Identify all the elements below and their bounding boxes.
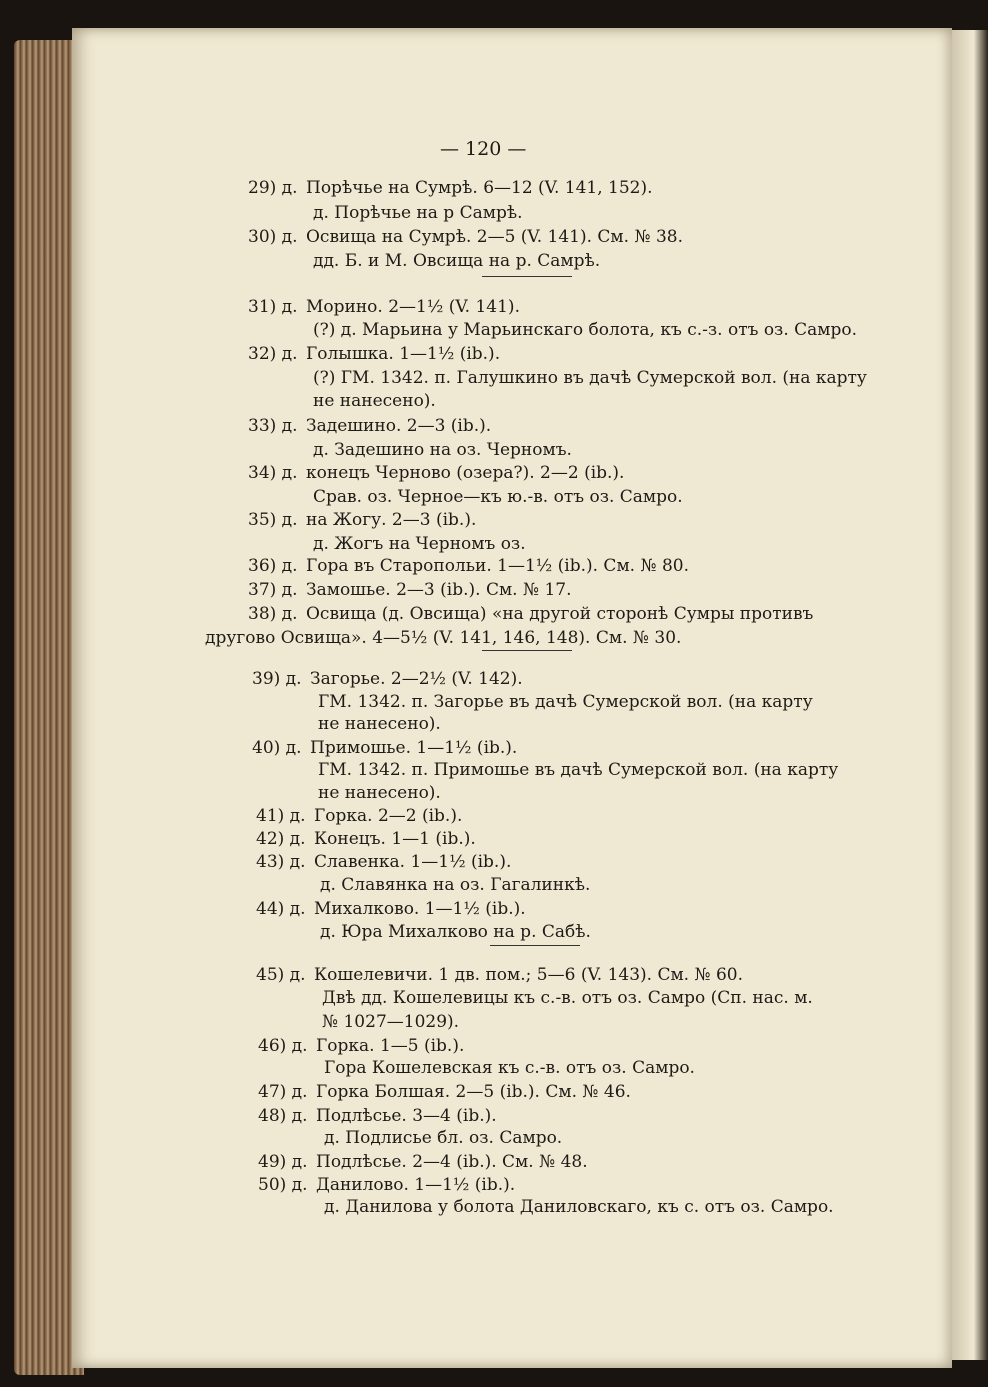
entry-32 <box>248 344 500 364</box>
entry-number: 30) д. <box>248 227 298 247</box>
entry-49 <box>258 1152 588 1172</box>
entry-number: 29) д. <box>248 178 298 198</box>
entry-text: Замошье. 2—3 (ib.). См. № 17. <box>306 580 572 600</box>
entry-number: 35) д. <box>248 510 298 530</box>
entry-29 <box>248 178 653 198</box>
entry-48 <box>258 1106 497 1126</box>
entry-text: Горка. 2—2 (ib.). <box>314 806 463 826</box>
entry-note: Гора Кошелевская къ с.-в. отъ оз. Самро. <box>324 1058 695 1078</box>
entry-text: Гора въ Старопольи. 1—1½ (ib.). См. № 80. <box>306 556 689 576</box>
entry-text: Данилово. 1—1½ (ib.). <box>316 1175 516 1195</box>
entry-text: Порѣчье на Сумрѣ. 6—12 (V. 141, 152). <box>306 178 653 198</box>
entry-31 <box>248 297 520 317</box>
entry-note: д. Славянка на оз. Гагалинкѣ. <box>320 875 591 895</box>
entry-number: 47) д. <box>258 1082 308 1102</box>
entry-33 <box>248 416 491 436</box>
entry-34 <box>248 463 624 483</box>
entry-text: Горка. 1—5 (ib.). <box>316 1036 465 1056</box>
entry-note: не нанесено). <box>318 783 441 803</box>
entry-number: 50) д. <box>258 1175 308 1195</box>
entry-note: д. Подлисье бл. оз. Самро. <box>324 1128 563 1148</box>
entry-number: 48) д. <box>258 1106 308 1126</box>
entry-number: 49) д. <box>258 1152 308 1172</box>
entry-number: 41) д. <box>256 806 306 826</box>
entry-46 <box>258 1036 464 1056</box>
entry-note: другово Освища». 4—5½ (V. 141, 146, 148). См. № 30. <box>205 628 682 648</box>
entry-number: 40) д. <box>252 738 302 758</box>
entry-number: 42) д. <box>256 829 306 849</box>
entry-number: 37) д. <box>248 580 298 600</box>
entry-note: д. Порѣчье на р Самрѣ. <box>313 203 523 223</box>
entry-47 <box>258 1082 631 1102</box>
entry-text: на Жогу. 2—3 (ib.). <box>306 510 477 530</box>
entry-number: 32) д. <box>248 344 298 364</box>
entry-text: Голышка. 1—1½ (ib.). <box>306 344 501 364</box>
entry-44 <box>256 899 526 919</box>
entry-40 <box>252 738 517 758</box>
entry-text: Михалково. 1—1½ (ib.). <box>314 899 526 919</box>
entry-text: конецъ Черново (озера?). 2—2 (ib.). <box>306 463 625 483</box>
entry-text: Конецъ. 1—1 (ib.). <box>314 829 476 849</box>
entry-note: д. Юра Михалково на р. Сабѣ. <box>320 922 591 942</box>
entry-text: Подлѣсье. 3—4 (ib.). <box>316 1106 497 1126</box>
entry-note: не нанесено). <box>318 714 441 734</box>
entry-number: 44) д. <box>256 899 306 919</box>
entry-number: 33) д. <box>248 416 298 436</box>
entry-note: д. Задешино на оз. Черномъ. <box>313 440 572 460</box>
entry-number: 46) д. <box>258 1036 308 1056</box>
entry-number: 36) д. <box>248 556 298 576</box>
entry-number: 45) д. <box>256 965 306 985</box>
entry-note: (?) д. Марьина у Марьинскаго болота, къ с.-з. отъ оз. Самро. <box>313 320 858 340</box>
entry-note: дд. Б. и М. Овсища на р. Самрѣ. <box>313 251 601 271</box>
entry-note: (?) ГМ. 1342. п. Галушкино въ дачѣ Сумерской вол. (на карту <box>313 368 867 388</box>
entry-text: Морино. 2—1½ (V. 141). <box>306 297 520 317</box>
entry-text: Освища (д. Овсища) «на другой сторонѣ Сумры противъ <box>306 604 814 624</box>
entry-30 <box>248 227 683 247</box>
entry-text: Освища на Сумрѣ. 2—5 (V. 141). См. № 38. <box>306 227 683 247</box>
entry-note: Двѣ дд. Кошелевицы къ с.-в. отъ оз. Самро (Сп. нас. м. <box>322 988 813 1008</box>
entry-text: Горка Болшая. 2—5 (ib.). См. № 46. <box>316 1082 631 1102</box>
entry-note: ГМ. 1342. п. Примошье въ дачѣ Сумерской вол. (на карту <box>318 760 839 780</box>
entry-note: Срав. оз. Черное—къ ю.-в. отъ оз. Самро. <box>313 487 683 507</box>
entry-42 <box>256 829 476 849</box>
entry-number: 43) д. <box>256 852 306 872</box>
entry-text: Славенка. 1—1½ (ib.). <box>314 852 512 872</box>
entry-43 <box>256 852 511 872</box>
section-divider <box>482 650 572 651</box>
entry-text: Примошье. 1—1½ (ib.). <box>310 738 518 758</box>
entry-note: № 1027—1029). <box>322 1012 460 1032</box>
entry-number: 31) д. <box>248 297 298 317</box>
entry-text: Задешино. 2—3 (ib.). <box>306 416 492 436</box>
entry-note: д. Данилова у болота Даниловскаго, къ с. отъ оз. Самро. <box>324 1197 834 1217</box>
entry-35 <box>248 510 476 530</box>
entry-37 <box>248 580 572 600</box>
entry-36 <box>248 556 689 576</box>
entry-38 <box>248 604 813 624</box>
section-divider <box>490 945 580 946</box>
entry-text: Загорье. 2—2½ (V. 142). <box>310 669 523 689</box>
entry-text: Кошелевичи. 1 дв. пом.; 5—6 (V. 143). См. № 60. <box>314 965 744 985</box>
entry-note: д. Жогъ на Черномъ оз. <box>313 534 526 554</box>
entry-45 <box>256 965 743 985</box>
entry-number: 39) д. <box>252 669 302 689</box>
next-page-edge <box>952 30 988 1360</box>
entry-number: 38) д. <box>248 604 298 624</box>
entry-50 <box>258 1175 515 1195</box>
section-divider <box>482 276 572 277</box>
entry-number: 34) д. <box>248 463 298 483</box>
page-number: — 120 — <box>440 138 527 160</box>
entry-note: не нанесено). <box>313 391 436 411</box>
entry-note: ГМ. 1342. п. Загорье въ дачѣ Сумерской вол. (на карту <box>318 692 813 712</box>
entry-41 <box>256 806 462 826</box>
entry-39 <box>252 669 523 689</box>
entry-text: Подлѣсье. 2—4 (ib.). См. № 48. <box>316 1152 588 1172</box>
